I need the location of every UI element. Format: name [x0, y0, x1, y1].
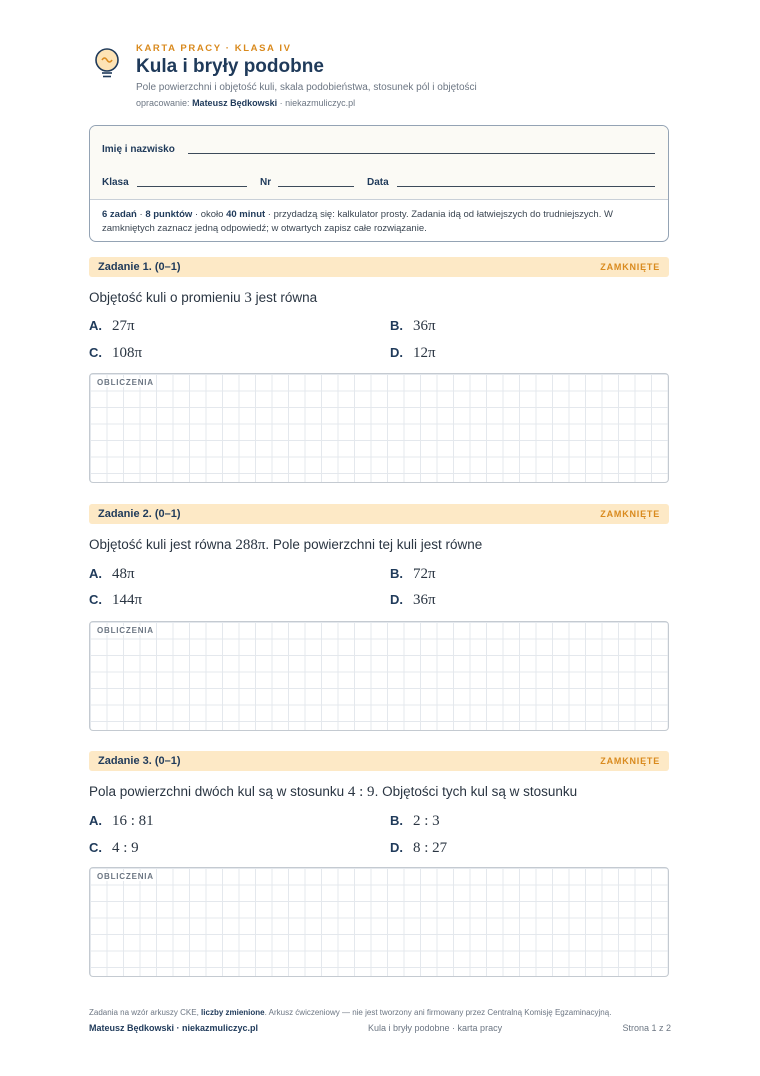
answer-letter: B. — [390, 566, 403, 581]
work-area-label: OBLICZENIA — [97, 872, 154, 881]
task-1-answer-c[interactable] — [89, 345, 142, 362]
student-info-box — [89, 125, 669, 242]
task-3-type-badge: ZAMKNIĘTE — [600, 756, 660, 766]
lightbulb-logo-icon — [90, 46, 124, 80]
answer-value: 36π — [413, 592, 436, 608]
nr-field[interactable] — [278, 186, 354, 187]
task-2-type-badge: ZAMKNIĘTE — [600, 509, 660, 519]
task-1-title: Zadanie 1. (0–1) — [98, 261, 181, 273]
instructions-text: · przydadzą się: kalkulator prosty. Zadania idą od łatwiejszych do trudniejszych. W zamkniętych zaznacz jedną odpowiedź; w otwartych zapisz całe rozwiązanie. — [102, 209, 613, 234]
answer-letter: D. — [390, 592, 403, 607]
answer-value: 144π — [112, 592, 143, 608]
task-3-work-area[interactable] — [89, 867, 669, 977]
task-1-work-area[interactable] — [89, 373, 669, 483]
nr-label: Nr — [260, 177, 272, 188]
task-2-answer-b[interactable] — [390, 566, 436, 583]
task-3-header — [89, 751, 669, 771]
answer-letter: B. — [390, 318, 403, 333]
work-area-label: OBLICZENIA — [97, 626, 154, 635]
answer-letter: A. — [89, 318, 102, 333]
question-text: . Objętości tych kul są w stosunku — [374, 784, 578, 799]
author-site: · niekazmuliczyc.pl — [279, 98, 356, 108]
task-1-type-badge: ZAMKNIĘTE — [600, 262, 660, 272]
answer-value: 27π — [112, 318, 135, 334]
task-1-answer-d[interactable] — [390, 345, 436, 362]
student-fields — [90, 126, 668, 200]
task-count: 6 zadań — [102, 209, 137, 220]
task-2-work-area[interactable] — [89, 621, 669, 731]
disclaimer-text: Zadania na wzór arkuszy CKE, — [89, 1008, 202, 1017]
task-2-header — [89, 504, 669, 524]
answer-letter: B. — [390, 813, 403, 828]
task-3-title: Zadanie 3. (0–1) — [98, 755, 181, 767]
name-label: Imię i nazwisko — [102, 144, 175, 155]
answer-letter: C. — [89, 840, 102, 855]
answer-letter: A. — [89, 566, 102, 581]
author-name: Mateusz Będkowski — [192, 98, 278, 108]
answer-letter: D. — [390, 840, 403, 855]
task-2-question — [89, 537, 482, 554]
worksheet-kicker: KARTA PRACY · KLASA IV — [136, 43, 292, 54]
task-2-answer-d[interactable] — [390, 592, 436, 609]
question-math: 4 : 9 — [347, 784, 375, 800]
task-1-answer-b[interactable] — [390, 318, 436, 335]
question-math: 288π — [235, 537, 266, 553]
answer-value: 12π — [413, 345, 436, 361]
date-label: Data — [367, 177, 389, 188]
question-text: Pola powierzchni dwóch kul są w stosunku — [89, 784, 348, 799]
question-text: Objętość kuli o promieniu — [89, 290, 245, 305]
question-text: jest równa — [251, 290, 318, 305]
work-area-label: OBLICZENIA — [97, 378, 154, 387]
page-header — [90, 40, 680, 114]
class-label: Klasa — [102, 177, 129, 188]
name-field[interactable] — [188, 153, 655, 154]
page-number: Strona 1 z 2 — [622, 1023, 671, 1033]
answer-value: 2 : 3 — [413, 813, 440, 829]
answer-letter: A. — [89, 813, 102, 828]
task-3-answer-a[interactable] — [89, 813, 154, 830]
time-limit: 40 minut — [226, 209, 266, 220]
answer-value: 4 : 9 — [112, 840, 139, 856]
task-1-header — [89, 257, 669, 277]
task-1-question — [89, 290, 317, 307]
task-3-answer-c[interactable] — [89, 840, 139, 857]
footer-document-title: Kula i bryły podobne · karta pracy — [368, 1023, 503, 1033]
answer-letter: C. — [89, 592, 102, 607]
task-1-answer-a[interactable] — [89, 318, 135, 335]
task-2-answer-a[interactable] — [89, 566, 135, 583]
task-2-answer-c[interactable] — [89, 592, 142, 609]
disclaimer-emphasis: liczby zmienione — [201, 1008, 265, 1017]
page-title: Kula i bryły podobne — [136, 56, 324, 77]
answer-value: 8 : 27 — [413, 840, 448, 856]
answer-letter: C. — [89, 345, 102, 360]
answer-value: 108π — [112, 345, 143, 361]
date-field[interactable] — [397, 186, 655, 187]
class-field[interactable] — [137, 186, 247, 187]
answer-value: 36π — [413, 318, 436, 334]
task-2-title: Zadanie 2. (0–1) — [98, 508, 181, 520]
question-text: Objętość kuli jest równa — [89, 537, 236, 552]
question-math: 3 — [244, 290, 252, 306]
author-prefix: opracowanie: — [136, 98, 190, 108]
answer-value: 48π — [112, 566, 135, 582]
footer-author: Mateusz Będkowski · niekazmuliczyc.pl — [89, 1023, 259, 1033]
info-about: · około — [192, 209, 227, 220]
worksheet-instructions — [102, 208, 652, 236]
info-separator: · — [136, 209, 146, 220]
task-3-answer-d[interactable] — [390, 840, 447, 857]
answer-value: 16 : 81 — [112, 813, 154, 829]
points-count: 8 punktów — [145, 209, 193, 220]
answer-value: 72π — [413, 566, 436, 582]
page-subtitle: Pole powierzchni i objętość kuli, skala podobieństwa, stosunek pól i objętości — [136, 82, 477, 93]
answer-letter: D. — [390, 345, 403, 360]
question-text: . Pole powierzchni tej kuli jest równe — [265, 537, 483, 552]
task-3-answer-b[interactable] — [390, 813, 440, 830]
disclaimer-text: . Arkusz ćwiczeniowy — nie jest tworzony ani firmowany przez Centralną Komisję Egzaminacyjną. — [264, 1008, 612, 1017]
footer-disclaimer — [89, 1008, 611, 1017]
author-line — [136, 98, 355, 108]
task-3-question — [89, 784, 577, 801]
